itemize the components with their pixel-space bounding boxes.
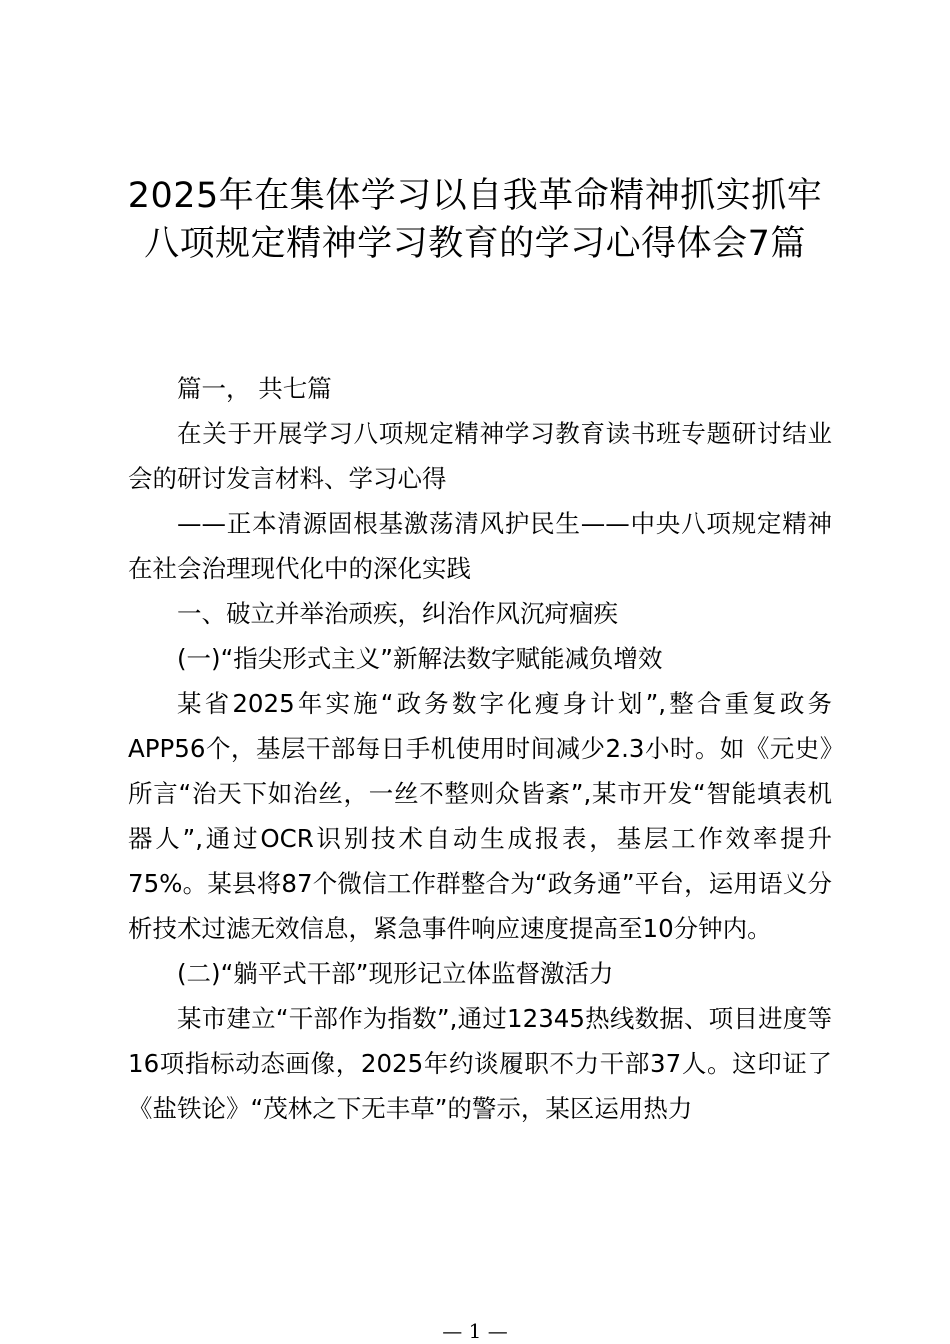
paragraph: 某省2025年实施“政务数字化瘦身计划”,整合重复政务APP56个，基层干部每日手机使用时间减少2.3小时。如《元史》所言“治天下如治丝，一丝不整则众皆紊”,某市开发“智能填表机器人”,通过OCR识别技术自动生成报表，基层工作效率提升75%。某县将87个微信工作群整合为“政务通”平台，运用语义分析技术过滤无效信息，紧急事件响应速度提高至10分钟内。: [128, 689, 832, 943]
document-title: [100, 172, 850, 268]
heading-1-1: (一)“指尖形式主义”新解法数字赋能减负增效: [177, 644, 663, 673]
subtitle-paragraph: ——正本清源固根基激荡清风护民生——中央八项规定精神在社会治理现代化中的深化实践: [128, 509, 832, 583]
heading-1-2: (二)“躺平式干部”现形记立体监督激活力: [177, 959, 614, 988]
title-line-2: 八项规定精神学习教育的学习心得体会7篇: [144, 224, 806, 264]
document-body: [128, 366, 832, 1131]
paragraph: 某市建立“干部作为指数”,通过12345热线数据、项目进度等16项指标动态画像，2025年约谈履职不力干部37人。这印证了《盐铁论》“茂林之下无丰草”的警示，某区运用热力: [128, 1004, 832, 1123]
page-number: — 1 —: [442, 1319, 508, 1343]
section-label: 篇一， 共七篇: [177, 374, 332, 403]
paragraph: 在关于开展学习八项规定精神学习教育读书班专题研讨结业会的研讨发言材料、学习心得: [128, 419, 832, 493]
heading-1: 一、破立并举治顽疾，纠治作风沉疴痼疾: [177, 599, 618, 628]
title-line-1: 2025年在集体学习以自我革命精神抓实抓牢: [127, 176, 823, 216]
